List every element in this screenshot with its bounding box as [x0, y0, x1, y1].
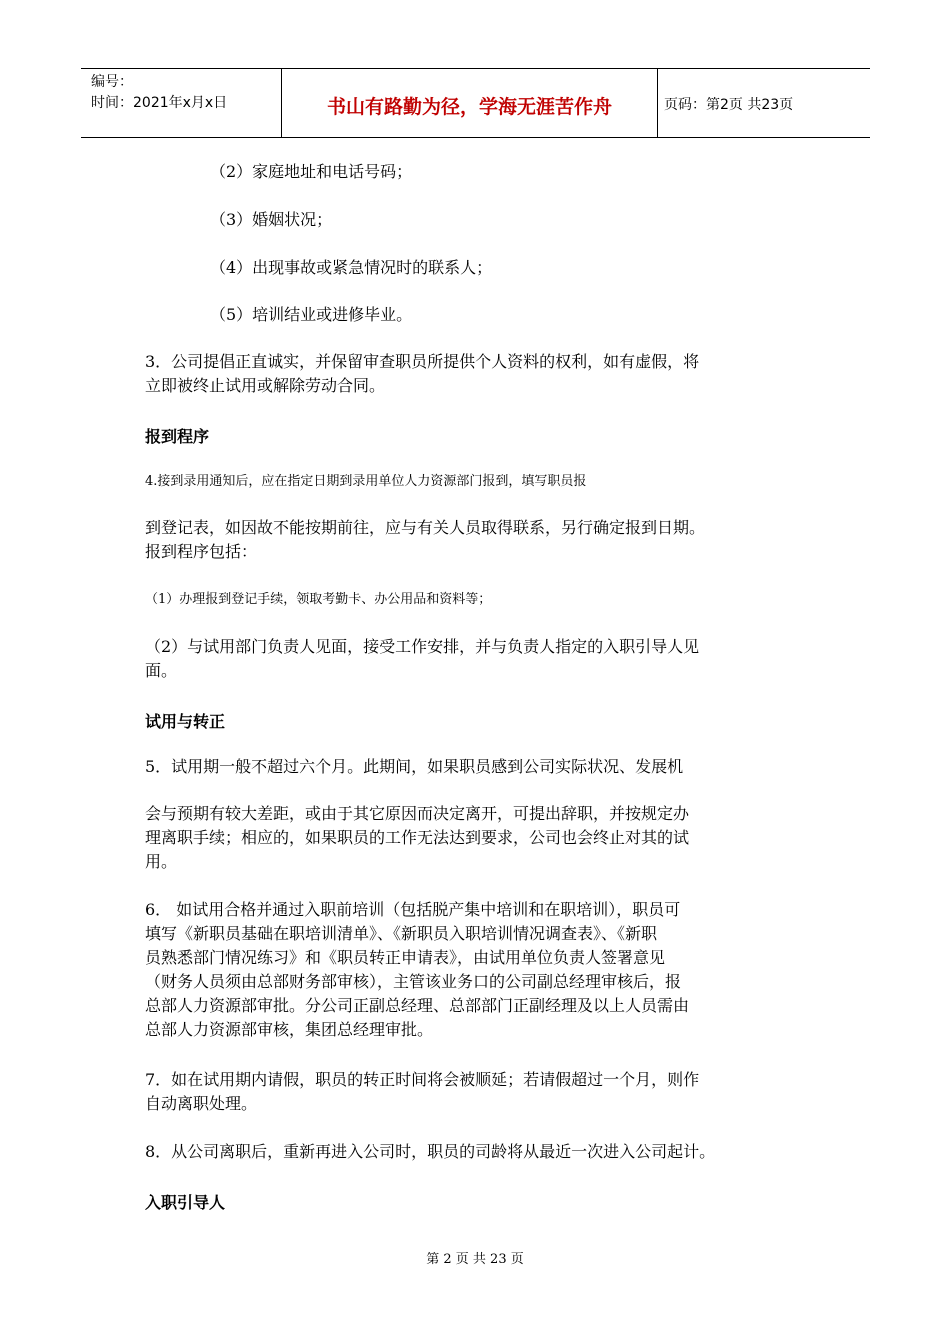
- list-item: （3）婚姻状况；: [210, 210, 333, 229]
- header-page-info: 页码：第2页 共23页: [664, 97, 794, 113]
- paragraph-6-line: 填写《新职员基础在职培训清单》、《新职员入职培训情况调查表》、《新职: [145, 924, 658, 943]
- paragraph-6-line: （财务人员须由总部财务部审核），主管该业务口的公司副总经理审核后，报: [145, 972, 682, 991]
- paragraph-7-line: 自动离职处理。: [145, 1094, 258, 1113]
- report-item: （1）办理报到登记手续，领取考勤卡、办公用品和资料等；: [145, 592, 492, 607]
- paragraph-6-line: 总部人力资源部审核，集团总经理审批。: [145, 1020, 434, 1039]
- section-heading-probation: 试用与转正: [145, 712, 226, 731]
- section-heading-guide: 入职引导人: [145, 1193, 226, 1212]
- document-header: [81, 68, 870, 138]
- report-item: 面。: [145, 661, 178, 680]
- header-number: 编号：: [91, 74, 133, 90]
- paragraph-6-line: 6． 如试用合格并通过入职前培训（包括脱产集中培训和在职培训），职员可: [145, 900, 681, 919]
- paragraph-6-line: 员熟悉部门情况练习》和《职员转正申请表》，由试用单位负责人签署意见: [145, 948, 666, 967]
- paragraph-8: 8．从公司离职后，重新再进入公司时，职员的司龄将从最近一次进入公司起计。: [145, 1142, 716, 1161]
- paragraph-5-line: 会与预期有较大差距，或由于其它原因而决定离开，可提出辞职，并按规定办: [145, 804, 690, 823]
- paragraph-4-line: 报到程序包括：: [145, 542, 258, 561]
- list-item: （2）家庭地址和电话号码；: [210, 162, 413, 181]
- list-item: （5）培训结业或进修毕业。: [210, 305, 413, 324]
- paragraph-5-line: 理离职手续；相应的，如果职员的工作无法达到要求，公司也会终止对其的试: [145, 828, 690, 847]
- paragraph-5-line: 5．试用期一般不超过六个月。此期间，如果职员感到公司实际状况、发展机: [145, 757, 684, 776]
- paragraph-4-line: 到登记表，如因故不能按期前往，应与有关人员取得联系，另行确定报到日期。: [145, 518, 706, 537]
- paragraph-4-line: 4.接到录用通知后，应在指定日期到录用单位人力资源部门报到，填写职员报: [145, 474, 587, 489]
- section-heading-report: 报到程序: [145, 427, 210, 446]
- paragraph-5-line: 用。: [145, 852, 178, 871]
- paragraph-7-line: 7．如在试用期内请假，职员的转正时间将会被顺延；若请假超过一个月，则作: [145, 1070, 700, 1089]
- paragraph-3-line: 3．公司提倡正直诚实，并保留审查职员所提供个人资料的权利，如有虚假，将: [145, 352, 700, 371]
- report-item: （2）与试用部门负责人见面，接受工作安排，并与负责人指定的入职引导人见: [145, 637, 700, 656]
- header-meta: [81, 69, 282, 137]
- paragraph-6-line: 总部人力资源部审批。分公司正副总经理、总部部门正副经理及以上人员需由: [145, 996, 690, 1015]
- list-item: （4）出现事故或紧急情况时的联系人；: [210, 258, 493, 277]
- page-footer: 第 2 页 共 23 页: [426, 1252, 524, 1267]
- header-motto: 书山有路勤为径，学海无涯苦作舟: [282, 69, 658, 137]
- header-time: 时间：2021年x月x日: [91, 95, 228, 111]
- paragraph-3-line: 立即被终止试用或解除劳动合同。: [145, 376, 386, 395]
